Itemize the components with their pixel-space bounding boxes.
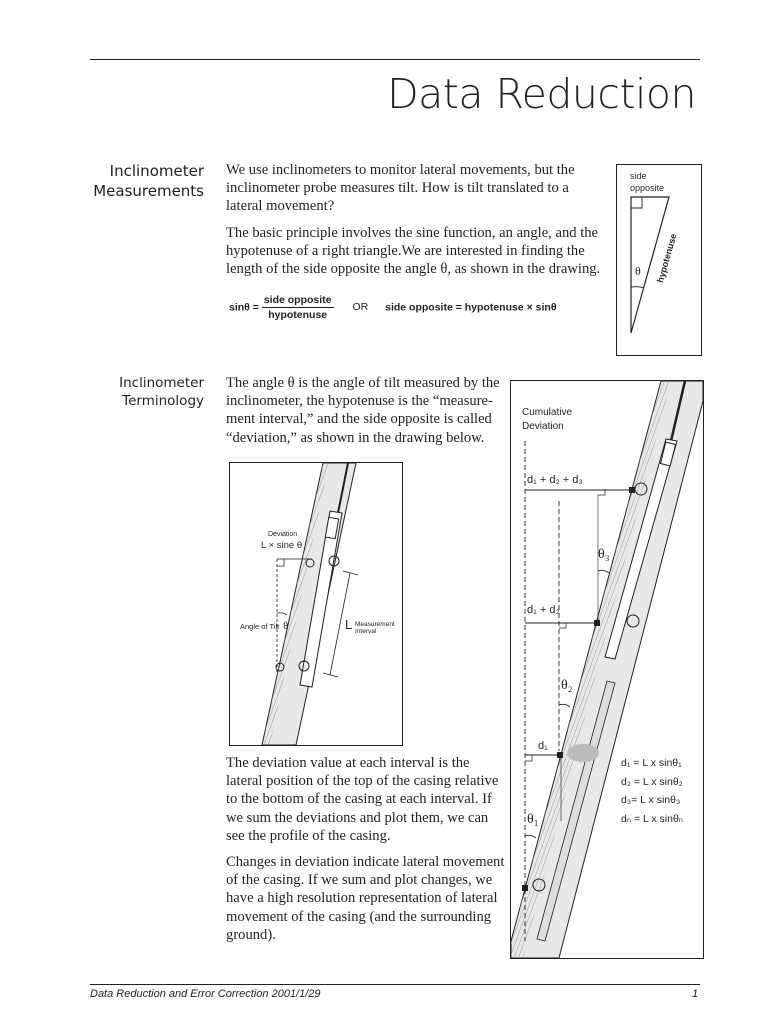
casing-drawing [230,463,402,745]
label-line: side [630,171,647,181]
heading-line: Inclinometer [109,162,204,180]
cumulative-casing-drawing [511,381,703,958]
equation: d₁ = L x sinθ₁ [621,757,682,769]
formula-denominator: hypotenuse [268,309,328,321]
l-sine-label: L × sine θ [261,540,303,551]
formula-lhs: sinθ = [229,301,259,314]
footer-rule [90,984,700,985]
section1-body [226,161,608,278]
page-title: Data Reduction [387,70,696,118]
paragraph: We use inclinometers to monitor lateral movements, but the inclinometer probe measures tilt. How is tilt translated to a lateral movement? [226,162,575,215]
heading-line: Terminology [122,393,204,409]
theta1-label: θ₁ [527,812,539,827]
label-line: Measurement [355,621,395,628]
section2-body [226,754,508,944]
page-number: 1 [692,988,699,1000]
measurement-interval-label [355,621,395,635]
cumulative-deviation-title [522,406,572,434]
cumulative-deviation-figure [510,380,704,959]
paragraph: Changes in deviation indicate lateral movement of the casing. If we sum and plot changes, we have a high resolution representation of lateral movement of the casing (and the surrounding ground). [226,854,505,943]
footer-title: Data Reduction and Error Correction 2001/1/29 [90,988,321,1000]
section-heading-measurements [90,161,204,201]
sine-formula [229,294,557,321]
formula-or: OR [352,301,369,314]
title-line: Cumulative [522,407,573,418]
deviation-label: Deviation [268,531,298,538]
section-heading-terminology [90,374,204,410]
angle-of-tilt-label [240,621,288,632]
theta3-label: θ₃ [598,547,610,562]
theta2-label: θ₂ [561,678,573,693]
triangle-drawing [617,165,701,355]
heading-line: Inclinometer [119,375,204,391]
right-triangle-figure [616,164,702,356]
theta-label: θ [635,264,641,278]
heading-line: Measurements [93,182,204,200]
equation: d₃= L x sinθ₃ [621,794,681,806]
paragraph: The deviation value at each interval is the lateral position of the top of the casing relative to the bottom of the casing at each interval. If we sum the deviations and plot them, we can see the profile of the casing. [226,755,499,844]
sum-d1-d2-label: d₁ + d₂ [527,604,560,616]
section2-intro [226,374,502,447]
deviation-equations [621,754,683,828]
l-label: L [345,617,353,632]
formula-fraction [262,294,334,321]
theta-symbol: θ [283,621,289,632]
angle-label-text: Angle of Tilt [240,622,280,631]
formula-numerator: side opposite [263,294,332,306]
d1-label: d₁ [538,740,548,752]
equation: dₙ = L x sinθₙ [621,812,683,825]
paragraph: The angle θ is the angle of tilt measured by the inclinometer, the hypotenuse is the “measure-ment interval,” and the side opposite is called “deviation,” as shown in the drawing below. [226,375,500,446]
top-rule [90,59,700,60]
sum-d1-d2-d3-label: d₁ + d₂ + d₃ [527,474,583,486]
label-line: opposite [630,183,665,193]
label-line: Interval [355,628,377,635]
title-line: Deviation [522,421,564,432]
formula-rhs: side opposite = hypotenuse × sinθ [385,301,557,314]
hypotenuse-label: hypotenuse [655,232,679,284]
paragraph: The basic principle involves the sine function, an angle, and the hypotenuse of a right triangle.We are interested in finding the length of the side opposite the angle θ, as shown in the drawing. [226,224,601,278]
equation: d₂ = L x sinθ₂ [621,775,683,788]
terminology-figure [229,462,403,746]
